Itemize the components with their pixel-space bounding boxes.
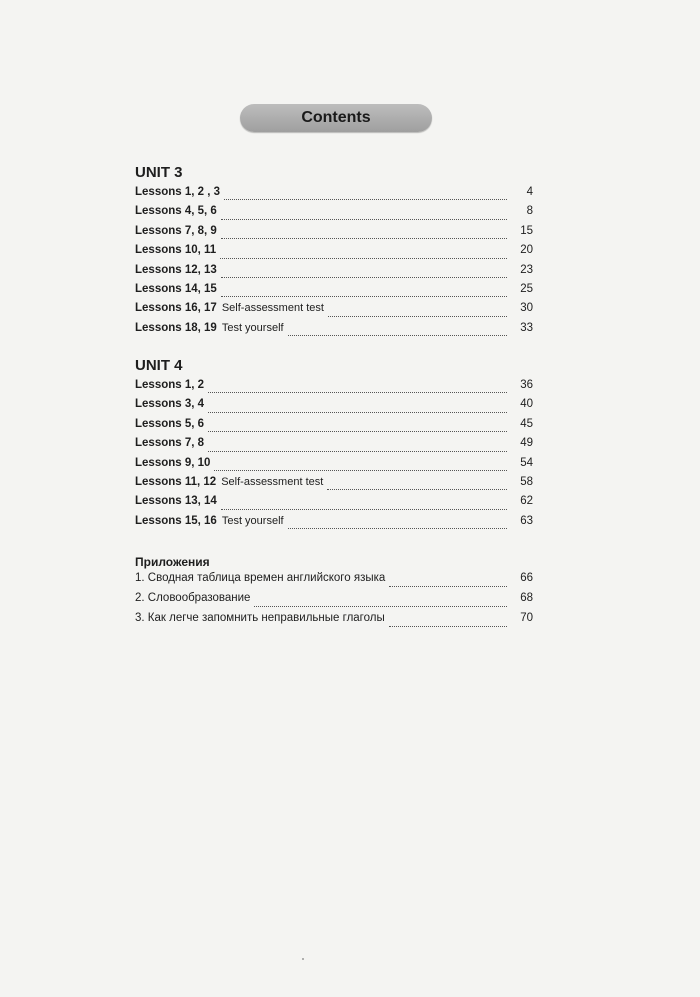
page-number: 8: [526, 205, 533, 218]
toc-row: [135, 225, 533, 244]
lesson-note: Test yourself: [221, 321, 284, 334]
toc-list: [135, 186, 533, 341]
appendix-label: 3. Как легче запомнить неправильные глаголы: [135, 612, 385, 624]
lesson-label: Lessons 7, 8: [135, 437, 205, 450]
appendix-list: [135, 572, 533, 632]
dot-leader: [389, 585, 507, 587]
appendix-label: 1. Сводная таблица времен английского языка: [135, 572, 386, 584]
appendix-label: 2. Словообразование: [135, 592, 251, 604]
page-number: 33: [520, 321, 533, 334]
unit-4-section: [135, 356, 533, 534]
toc-list: [135, 379, 533, 534]
dot-leader: [221, 218, 507, 220]
page-number: 49: [520, 437, 533, 450]
page-number: 62: [520, 495, 533, 508]
dot-leader: [208, 391, 507, 393]
lesson-label: Lessons 13, 14: [135, 495, 217, 508]
page-number: 63: [520, 514, 533, 527]
lesson-label: Lessons 4, 5, 6: [135, 205, 217, 218]
toc-row: [135, 283, 533, 302]
dot-leader: [208, 450, 507, 452]
dot-leader: [389, 625, 507, 627]
lesson-note: Self-assessment test: [221, 302, 324, 315]
page-number: 4: [526, 186, 533, 198]
lesson-label: Lessons 15, 16: [135, 514, 217, 527]
page-number: 23: [520, 263, 533, 276]
dot-leader: [224, 198, 507, 200]
page-number: 15: [520, 224, 533, 237]
lesson-label: Lessons 16, 17: [135, 302, 217, 315]
lesson-label: Lessons 11, 12: [135, 475, 217, 488]
toc-row: [135, 244, 533, 263]
lesson-label: Lessons 5, 6: [135, 417, 205, 430]
toc-row: [135, 379, 533, 398]
dot-leader: [214, 469, 507, 471]
page-number: 30: [520, 302, 533, 315]
dot-leader: [254, 605, 507, 607]
page-number: 70: [520, 612, 533, 624]
contents-title: Contents: [240, 104, 432, 132]
dot-leader: [328, 315, 507, 317]
toc-row: [135, 205, 533, 224]
toc-row: [135, 515, 533, 534]
lesson-label: Lessons 1, 2: [135, 379, 205, 391]
toc-row: [135, 322, 533, 341]
page-speck: [302, 958, 304, 960]
unit-heading: UNIT 3: [135, 164, 183, 181]
lesson-note: Test yourself: [221, 514, 284, 527]
dot-leader: [221, 237, 507, 239]
toc-row: [135, 437, 533, 456]
dot-leader: [288, 334, 507, 336]
page-number: 54: [520, 456, 533, 469]
dot-leader: [288, 527, 507, 529]
appendix-row: [135, 592, 533, 612]
toc-row: [135, 398, 533, 417]
lesson-label: Lessons 14, 15: [135, 282, 217, 295]
toc-row: [135, 495, 533, 514]
dot-leader: [221, 295, 507, 297]
unit-heading: UNIT 4: [135, 357, 183, 374]
lesson-label: Lessons 7, 8, 9: [135, 224, 217, 237]
page-number: 68: [520, 592, 533, 604]
appendix-heading: Приложения: [135, 555, 210, 569]
page-number: 20: [520, 244, 533, 257]
page-number: 36: [520, 379, 533, 391]
lesson-label: Lessons 10, 11: [135, 244, 217, 257]
toc-row: [135, 186, 533, 205]
appendix-row: [135, 612, 533, 632]
lesson-label: Lessons 12, 13: [135, 263, 217, 276]
dot-leader: [221, 276, 507, 278]
appendix-section: [135, 552, 533, 632]
lesson-label: Lessons 1, 2 , 3: [135, 186, 221, 198]
toc-row: [135, 302, 533, 321]
appendix-row: [135, 572, 533, 592]
lesson-label: Lessons 3, 4: [135, 398, 205, 411]
toc-row: [135, 457, 533, 476]
dot-leader: [208, 411, 507, 413]
toc-row: [135, 476, 533, 495]
dot-leader: [220, 257, 507, 259]
lesson-label: Lessons 18, 19: [135, 321, 217, 334]
toc-row: [135, 418, 533, 437]
dot-leader: [221, 508, 507, 510]
toc-row: [135, 264, 533, 283]
page-number: 25: [520, 282, 533, 295]
dot-leader: [208, 430, 507, 432]
page-number: 45: [520, 417, 533, 430]
lesson-label: Lessons 9, 10: [135, 456, 211, 469]
page-number: 58: [520, 475, 533, 488]
unit-3-section: [135, 163, 533, 341]
lesson-note: Self-assessment test: [221, 475, 324, 488]
page-number: 40: [520, 398, 533, 411]
dot-leader: [327, 488, 507, 490]
page-number: 66: [520, 572, 533, 584]
